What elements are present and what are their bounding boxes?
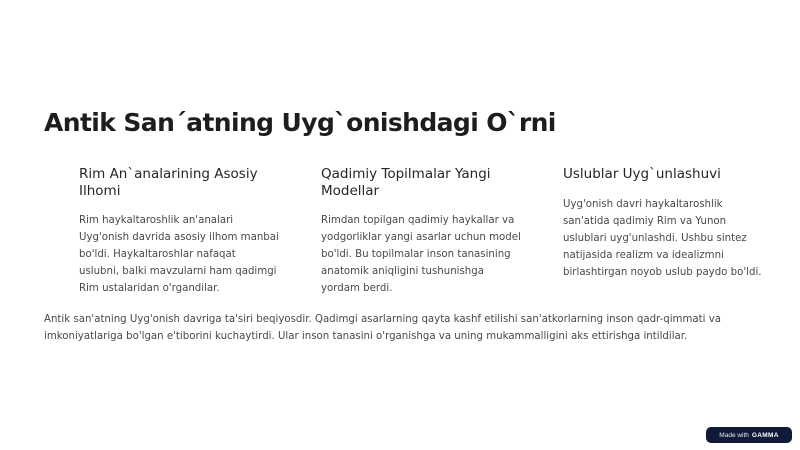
column-text: Rim haykaltaroshlik an'analari Uyg'onish davrida asosiy ilhom manbai bo'ldi. Haykaltaroshlar nafaqat uslubni, balki mavzularni ham qadimgi Rim ustalaridan o'rgandilar. — [79, 215, 279, 294]
column-text: Rimdan topilgan qadimiy haykallar va yodgorliklar yangi asarlar uchun model bo'ldi. Bu topilmalar inson tanasining anatomik aniqligini tushunishga yordam berdi. — [321, 215, 521, 294]
summary-paragraph: Antik san'atning Uyg'onish davriga ta'siri beqiyosdir. Qadimgi asarlarning qayta kashf etilishi san'atkorlarning inson qadr-qimmati va imkoniyatlariga bo'lgan e'tiborini kuchaytirdi. Ular inson tanasini o'rganishga va uning mukammalligini aks ettirishga intildilar. — [44, 314, 721, 342]
column-heading: Uslublar Uyg`unlashuvi — [563, 166, 721, 182]
slide-title: Antik San´atning Uyg`onishdagi O`rni — [44, 108, 556, 137]
made-with-gamma-badge[interactable] — [706, 427, 792, 443]
column-text: Uyg'onish davri haykaltaroshlik san'atida qadimiy Rim va Yunon uslublari uyg'unlashdi. Ushbu sintez natijasida realizm va idealizmni birlashtirgan noyob uslub paydo bo'ldi. — [563, 199, 762, 278]
column-style-harmony — [563, 166, 763, 281]
badge-prefix: Made with — [719, 431, 749, 439]
column-heading: Rim An`analarining Asosiy Ilhomi — [79, 166, 258, 199]
column-ancient-finds — [321, 166, 521, 297]
column-rim-traditions — [79, 166, 279, 297]
gamma-logo: GAMMA — [751, 431, 779, 439]
column-heading: Qadimiy Topilmalar Yangi Modellar — [321, 166, 491, 199]
